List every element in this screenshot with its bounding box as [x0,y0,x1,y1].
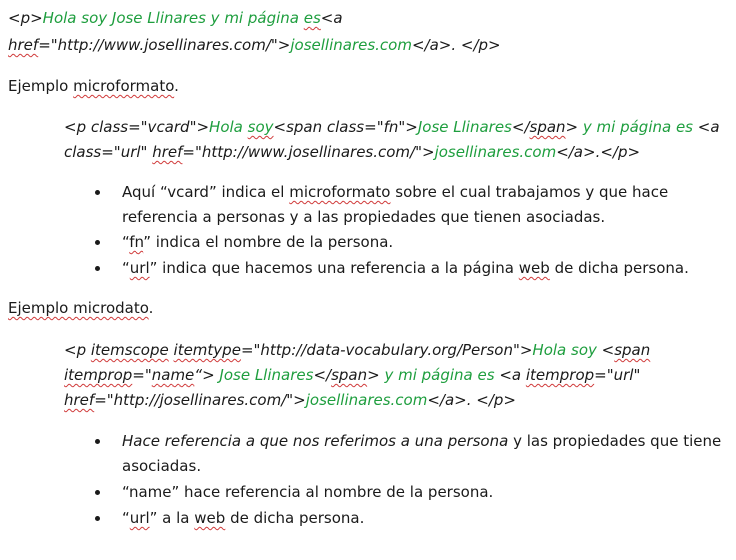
microformat-bullet-3: “url” indica que hacemos una referencia a la página web de dicha persona. [122,259,689,277]
bullet-dot [95,516,100,521]
microformat-bullet-1-line-1: Aquí “vcard” indica el microformato sobre el cual trabajamos y que hace [122,183,669,201]
microformat-heading: Ejemplo microformato. [8,77,179,95]
intro-code-line-2 [8,35,501,55]
microdata-bullet-1-line-2: asociadas. [122,457,202,475]
microdata-bullet-1-line-1: Hace referencia a que nos referimos a una persona y las propiedades que tiene [122,432,722,450]
microdata-code-line-2: itemprop="name“> Jose Llinares</span> y mi página es <a itemprop="url" [64,366,641,384]
intro-code-line-1 [8,8,343,28]
code-text: Hola soy Jose Llinares y mi página [42,9,304,27]
code-attr-value: ="http://www.josellinares.com/"> [38,36,291,54]
microdata-code-line-1: <p itemscope itemtype="http://data-vocabulary.org/Person">Hola soy <span [64,341,651,359]
microformat-bullet-1-line-2: referencia a personas y a las propiedades que tienen asociadas. [122,208,606,226]
bullet-dot [95,190,100,195]
code-link-text: josellinares.com [290,36,412,54]
code-tag: <p> [8,9,43,27]
microdata-code-line-3: href="http://josellinares.com/">josellinares.com</a>. </p> [64,391,516,409]
code-tag: <a [320,9,343,27]
code-tag: </a>. </p> [411,36,501,54]
microformat-bullet-2: “fn” indica el nombre de la persona. [122,233,394,251]
microdata-bullet-2: “name” hace referencia al nombre de la persona. [122,483,494,501]
microformat-code-line-1: <p class="vcard">Hola soy<span class="fn">Jose Llinares</span> y mi página es <a [64,118,720,136]
code-attr: href [8,36,39,54]
microformat-code-line-2: class="url" href="http://www.josellinares.com/">josellinares.com</a>.</p> [64,143,641,161]
microdata-heading: Ejemplo microdato. [8,299,154,317]
bullet-dot [95,240,100,245]
microdata-bullet-3: “url” a la web de dicha persona. [122,509,365,527]
bullet-dot [95,490,100,495]
bullet-dot [95,439,100,444]
bullet-dot [95,266,100,271]
code-text: es [303,9,321,27]
